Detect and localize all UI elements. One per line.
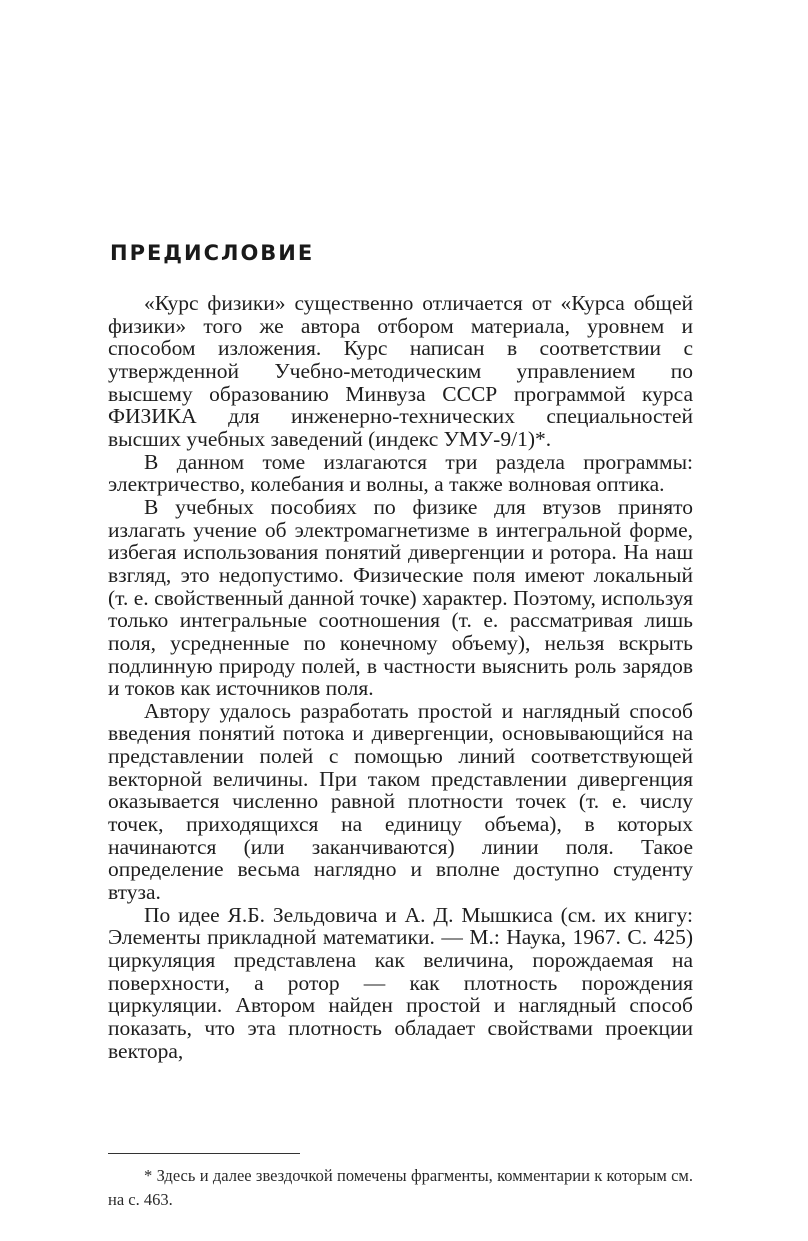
footnote: * Здесь и далее звездочкой помечены фрагменты, комментарии к которым см. на с. 463. (108, 1166, 693, 1209)
paragraph-2: В данном томе излагаются три раздела программы: электричество, колебания и волны, а также волновая оптика. (108, 449, 693, 497)
footnote-divider (108, 1153, 300, 1154)
paragraph-3: В учебных пособиях по физике для втузов принято излагать учение об электромагнетизме в интегральной форме, избегая использования понятий дивергенции и ротора. На наш взгляд, это недопустимо. Физические поля имеют локальный (т. е. свойственный данной точке) характер. Поэтому, используя только интегральные соотношения (т. е. рассматривая лишь поля, усредненные по конечному объему), нельзя вскрыть подлинную природу полей, в частности выяснить роль зарядов и токов как источников поля. (108, 494, 693, 701)
body-text (108, 292, 693, 1062)
page-title: ПРЕДИСЛОВИЕ (110, 241, 315, 265)
paragraph-4: Автору удалось разработать простой и наглядный способ введения понятий потока и дивергенции, основывающийся на представлении полей с помощью линий соответствующей векторной величины. При таком представлении дивергенция оказывается численно равной плотности точек (т. е. числу точек, приходящихся на единицу объема), в которых начинаются (или заканчиваются) линии поля. Такое определение весьма наглядно и вполне доступно студенту втуза. (108, 698, 693, 905)
paragraph-1: «Курс физики» существенно отличается от «Курса общей физики» того же автора отбором материала, уровнем и способом изложения. Курс написан в соответствии с утвержденной Учебно-методическим управлением по высшему образованию Минвуза СССР программой курса ФИЗИКА для инженерно-технических специальностей высших учебных заведений (индекс УМУ-9/1)*. (108, 291, 693, 451)
paragraph-5: По идее Я.Б. Зельдовича и А. Д. Мышкиса (см. их книгу: Элементы прикладной математики. — М.: Наука, 1967. С. 425) циркуляция представлена как величина, порождаемая на поверхности, а ротор — как плотность порождения циркуляции. Автором найден простой и наглядный способ показать, что эта плотность обладает свойствами проекции вектора, (108, 902, 693, 1063)
